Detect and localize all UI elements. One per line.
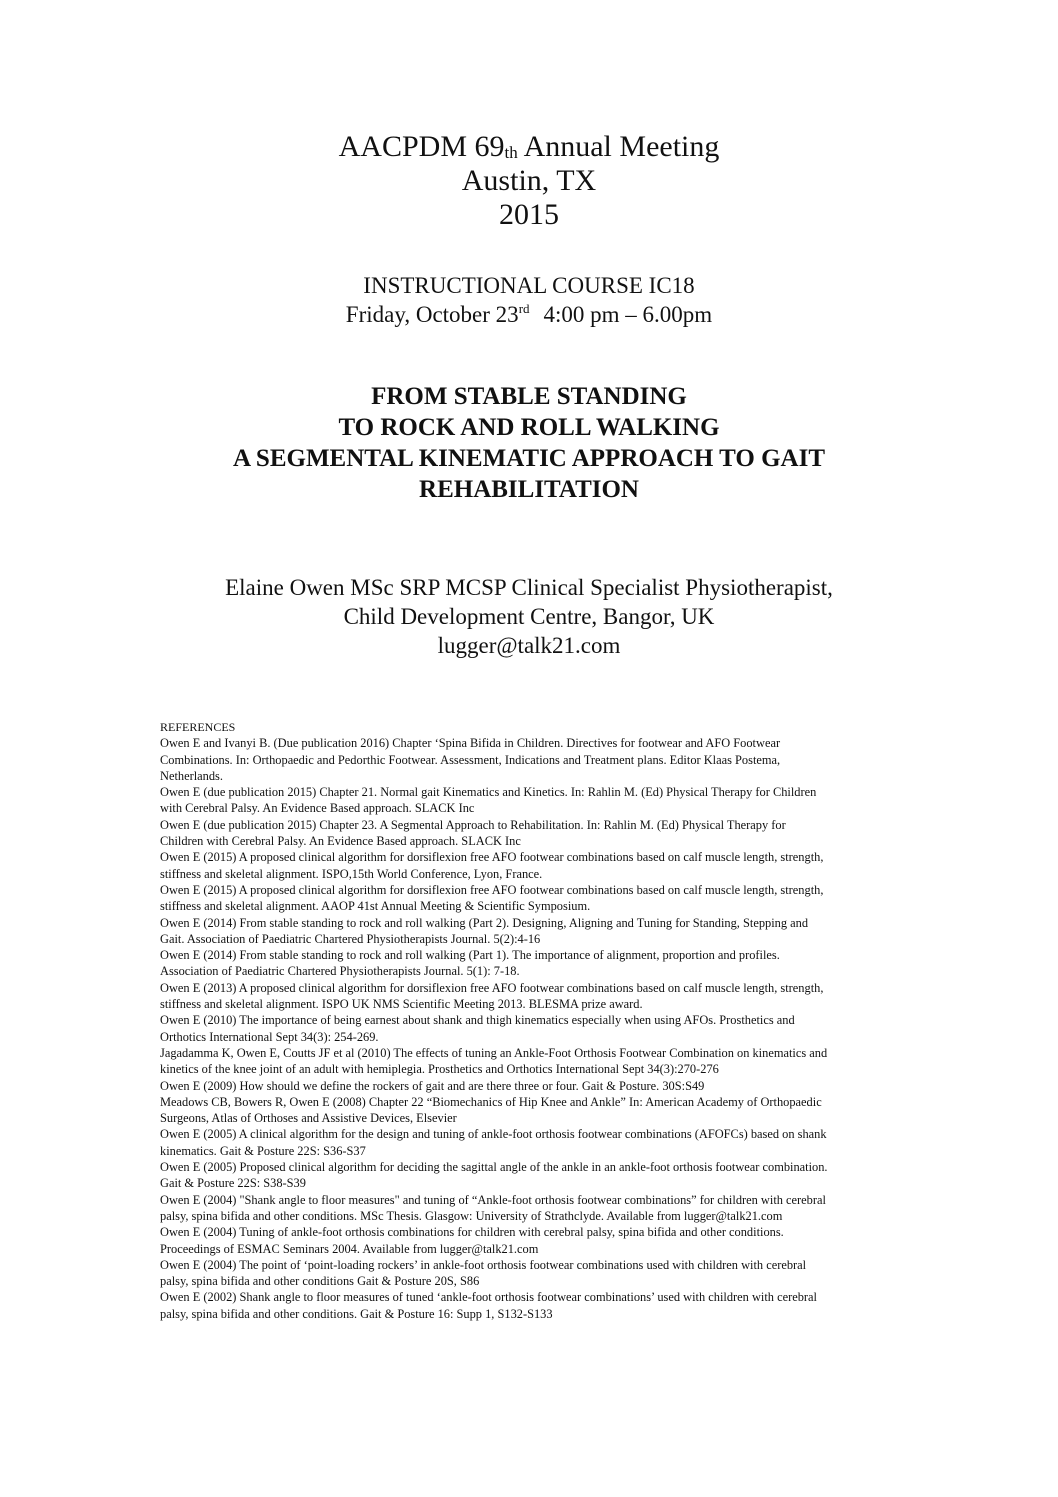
reference-line: Gait. Association of Paediatric Chartered Physiotherapists Journal. 5(2):4-16 xyxy=(160,931,541,946)
reference-line: Proceedings of ESMAC Seminars 2004. Available from lugger@talk21.com xyxy=(160,1241,539,1256)
course-datetime: Friday, October 23rd 4:00 pm – 6.00pm xyxy=(345,301,713,327)
reference-line: Owen E and Ivanyi B. (Due publication 2016) Chapter ‘Spina Bifida in Children. Directives for footwear and AFO Footwear xyxy=(160,736,781,751)
reference-item xyxy=(160,784,930,817)
reference-line: Combinations. In: Orthopaedic and Pedorthic Footwear. Assessment, Indications and Treatment plans. Editor Klaas Postema, xyxy=(160,752,781,767)
reference-line: Owen E (2004) "Shank angle to floor measures" and tuning of “Ankle-foot orthosis footwear combinations” for children with cerebral xyxy=(160,1192,826,1207)
author-name: Elaine Owen MSc SRP MCSP Clinical Specialist Physiotherapist, xyxy=(225,575,833,600)
reference-line: kinematics. Gait & Posture 22S: S36-S37 xyxy=(160,1143,366,1158)
reference-line: Orthotics International Sept 34(3): 254-269. xyxy=(160,1029,379,1044)
date-ordinal: rd xyxy=(518,301,530,316)
reference-item xyxy=(160,849,930,882)
reference-line: Owen E (due publication 2015) Chapter 21. Normal gait Kinematics and Kinetics. In: Rahlin M. (Ed) Physical Therapy for Children xyxy=(160,785,817,800)
reference-item xyxy=(160,1159,930,1192)
reference-line: Owen E (2010) The importance of being earnest about shank and thigh kinematics especially when using AFOs. Prosthetics and xyxy=(160,1013,795,1028)
reference-line: Children with Cerebral Palsy. An Evidence Based approach. SLACK Inc xyxy=(160,834,521,849)
meeting-location: Austin, TX xyxy=(461,164,597,197)
reference-line: Owen E (2015) A proposed clinical algorithm for dorsiflexion free AFO footwear combinations based on calf muscle length, strength, xyxy=(160,882,824,897)
reference-line: Owen E (2014) From stable standing to rock and roll walking (Part 2). Designing, Aligning and Tuning for Standing, Stepping and xyxy=(160,915,809,930)
reference-item xyxy=(160,735,930,784)
reference-line: Meadows CB, Bowers R, Owen E (2008) Chapter 22 “Biomechanics of Hip Knee and Ankle” In: American Academy of Orthopaedic xyxy=(160,1094,822,1109)
title-line: FROM STABLE STANDING xyxy=(371,383,687,410)
reference-line: Netherlands. xyxy=(160,768,223,783)
reference-item xyxy=(160,980,930,1013)
course-time: 4:00 pm – 6.00pm xyxy=(543,302,713,327)
reference-item xyxy=(160,1045,930,1078)
reference-line: Owen E (2004) The point of ‘point-loading rockers’ in ankle-foot orthosis footwear combinations used with children with cerebral xyxy=(160,1257,807,1272)
course-info xyxy=(0,271,1058,329)
reference-item xyxy=(160,817,930,850)
reference-line: Gait & Posture 22S: S38-S39 xyxy=(160,1176,306,1191)
course-code: INSTRUCTIONAL COURSE IC18 xyxy=(363,273,695,298)
reference-item xyxy=(160,1094,930,1127)
reference-line: stiffness and skeletal alignment. ISPO UK NMS Scientific Meeting 2013. BLESMA prize award. xyxy=(160,997,643,1012)
meeting-name: AACPDM $69_{th}$ Annual Meeting xyxy=(338,130,720,163)
reference-line: Association of Paediatric Chartered Physiotherapists Journal. 5(1): 7-18. xyxy=(160,964,520,979)
reference-item xyxy=(160,1224,930,1257)
reference-line: kinetics of the knee joint of an adult with hemiplegia. Prosthetics and Orthotics International Sept 34(3):270-276 xyxy=(160,1062,719,1077)
reference-item xyxy=(160,915,930,948)
reference-line: Owen E (2014) From stable standing to rock and roll walking (Part 1). The importance of alignment, proportion and profiles. xyxy=(160,948,780,963)
reference-item xyxy=(160,1257,930,1290)
title-line: REHABILITATION xyxy=(419,476,639,503)
author-block xyxy=(0,573,1058,660)
references-list xyxy=(160,735,930,1322)
meeting-header xyxy=(0,130,1058,232)
references-heading: REFERENCES xyxy=(160,720,236,734)
reference-line: Owen E (2013) A proposed clinical algorithm for dorsiflexion free AFO footwear combinations based on calf muscle length, strength, xyxy=(160,980,824,995)
meeting-year: 2015 xyxy=(499,198,559,231)
reference-line: palsy, spina bifida and other conditions. MSc Thesis. Glasgow: University of Strathclyde. Available from lugger@talk21.com xyxy=(160,1208,783,1223)
ordinal-suffix: th xyxy=(504,143,518,162)
reference-line: Owen E (due publication 2015) Chapter 23. A Segmental Approach to Rehabilitation. In: Rahlin M. (Ed) Physical Therapy for xyxy=(160,817,786,832)
reference-item xyxy=(160,1078,930,1094)
title-line: TO ROCK AND ROLL WALKING xyxy=(338,414,720,441)
reference-line: Owen E (2002) Shank angle to floor measures of tuned ‘ankle-foot orthosis footwear combinations’ used with children with cerebral xyxy=(160,1290,817,1305)
course-title xyxy=(0,381,1058,505)
author-affiliation: Child Development Centre, Bangor, UK xyxy=(343,604,715,629)
title-line: A SEGMENTAL KINEMATIC APPROACH TO GAIT xyxy=(233,445,825,472)
reference-line: palsy, spina bifida and other conditions Gait & Posture 20S, S86 xyxy=(160,1274,480,1289)
reference-item xyxy=(160,947,930,980)
reference-line: Owen E (2005) Proposed clinical algorithm for deciding the sagittal angle of the ankle in an ankle-foot orthosis footwear combination. xyxy=(160,1160,828,1175)
reference-line: palsy, spina bifida and other conditions. Gait & Posture 16: Supp 1, S132-S133 xyxy=(160,1306,553,1321)
reference-line: Surgeons, Atlas of Orthoses and Assistive Devices, Elsevier xyxy=(160,1111,457,1126)
reference-line: stiffness and skeletal alignment. AAOP 41st Annual Meeting & Scientific Symposium. xyxy=(160,899,591,914)
author-email: lugger@talk21.com xyxy=(437,633,621,658)
reference-line: Owen E (2004) Tuning of ankle-foot orthosis combinations for children with cerebral palsy, spina bifida and other conditions. xyxy=(160,1225,784,1240)
reference-line: stiffness and skeletal alignment. ISPO,15th World Conference, Lyon, France. xyxy=(160,866,543,881)
reference-line: Jagadamma K, Owen E, Coutts JF et al (2010) The effects of tuning an Ankle-Foot Orthosis Footwear Combination on kinematics and xyxy=(160,1045,828,1060)
reference-item xyxy=(160,1012,930,1045)
reference-line: Owen E (2015) A proposed clinical algorithm for dorsiflexion free AFO footwear combinations based on calf muscle length, strength, xyxy=(160,850,824,865)
reference-line: Owen E (2009) How should we define the rockers of gait and are there three or four. Gait & Posture. 30S:S49 xyxy=(160,1078,705,1093)
reference-line: Owen E (2005) A clinical algorithm for the design and tuning of ankle-foot orthosis footwear combinations (AFOFCs) based on shank xyxy=(160,1127,827,1142)
references-section xyxy=(160,719,930,1322)
reference-item xyxy=(160,882,930,915)
reference-item xyxy=(160,1192,930,1225)
reference-item xyxy=(160,1289,930,1322)
reference-item xyxy=(160,1126,930,1159)
reference-line: with Cerebral Palsy. An Evidence Based approach. SLACK Inc xyxy=(160,801,475,816)
